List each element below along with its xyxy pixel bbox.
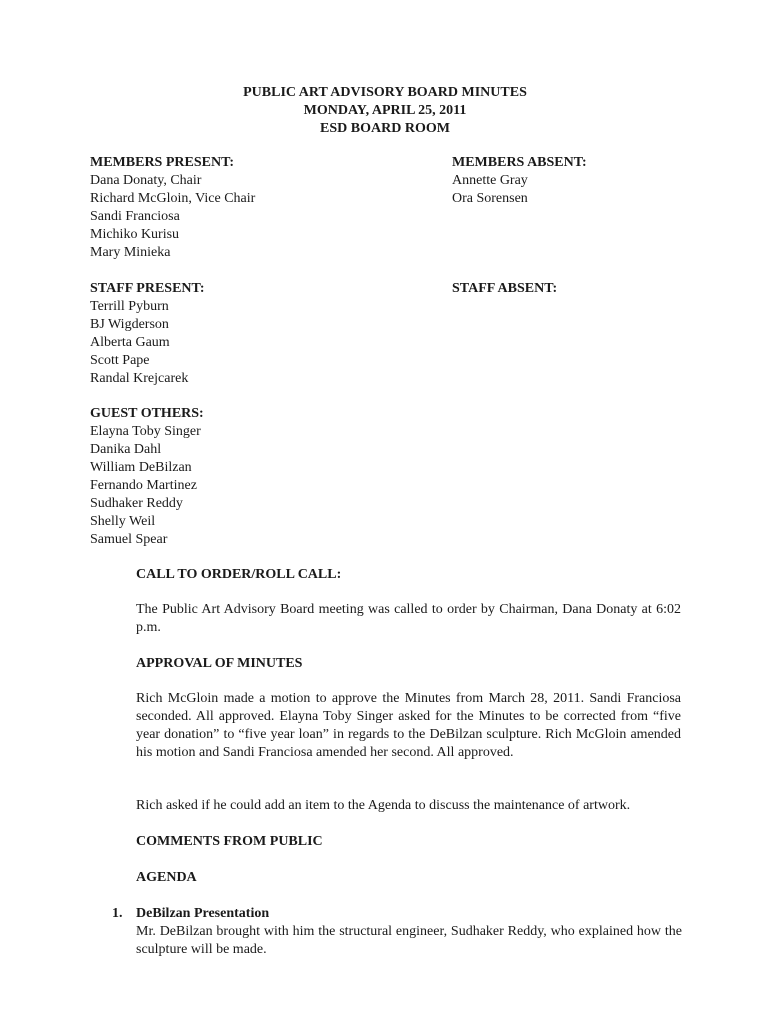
list-item: Fernando Martinez [90,478,197,493]
comments-heading: COMMENTS FROM PUBLIC [136,834,323,849]
list-item: Alberta Gaum [90,335,170,350]
agenda-item-title: DeBilzan Presentation [136,906,270,921]
agenda-heading: AGENDA [136,870,197,885]
list-item: Samuel Spear [90,532,168,547]
list-item: Michiko Kurisu [90,227,180,242]
members-absent-heading: MEMBERS ABSENT: [452,155,587,170]
approval-body [136,690,681,762]
header-location: ESD BOARD ROOM [320,121,450,136]
list-item: Richard McGloin, Vice Chair [90,191,256,206]
call-to-order-text: The Public Art Advisory Board meeting was called to order by Chairman, Dana Donaty at 6:02 p.m. [136,602,681,635]
members-absent-section [452,154,712,208]
staff-absent-section [452,280,712,298]
list-item: Scott Pape [90,353,150,368]
agenda-item [112,905,682,959]
comments-section [136,833,681,851]
list-item: Sudhaker Reddy [90,496,183,511]
list-item: BJ Wigderson [90,317,169,332]
call-to-order-body [136,601,681,637]
guests-section [90,405,420,549]
guests-list [90,423,420,549]
list-item: Randal Krejcarek [90,371,189,386]
header-date: MONDAY, APRIL 25, 2011 [303,103,467,118]
list-item: Terrill Pyburn [90,299,169,314]
staff-absent-heading: STAFF ABSENT: [452,281,558,296]
approval-text-2: Rich asked if he could add an item to the Agenda to discuss the maintenance of artwork. [136,798,631,813]
staff-present-section [90,280,420,388]
approval-body-2 [136,797,681,815]
document-header [0,84,770,138]
approval-text: Rich McGloin made a motion to approve the Minutes from March 28, 2011. Sandi Franciosa seconded. All approved. Elayna Toby Singer asked for the Minutes to be corrected from “five year donation” to “five year loan” in regards to the DeBilzan sculpture. Rich McGloin amended his motion and Sandi Franciosa amended her second. All approved. [136,691,681,760]
staff-present-list [90,298,420,388]
call-to-order-section [136,566,681,584]
agenda-item-text: Mr. DeBilzan brought with him the structural engineer, Sudhaker Reddy, who explained how the sculpture will be made. [136,924,682,957]
list-item: Shelly Weil [90,514,156,529]
list-item: Dana Donaty, Chair [90,173,202,188]
call-to-order-heading: CALL TO ORDER/ROLL CALL: [136,567,342,582]
approval-section [136,655,681,673]
members-present-list [90,172,420,262]
list-item: Danika Dahl [90,442,162,457]
list-item: William DeBilzan [90,460,192,475]
list-item: Ora Sorensen [452,191,528,206]
agenda-section [136,869,681,887]
staff-present-heading: STAFF PRESENT: [90,281,205,296]
list-item: Mary Minieka [90,245,171,260]
agenda-item-number: 1. [112,906,123,921]
guests-heading: GUEST OTHERS: [90,406,204,421]
list-item: Sandi Franciosa [90,209,180,224]
members-present-heading: MEMBERS PRESENT: [90,155,235,170]
members-present-section [90,154,420,262]
list-item: Annette Gray [452,173,528,188]
header-title: PUBLIC ART ADVISORY BOARD MINUTES [243,85,527,100]
members-absent-list [452,172,712,208]
approval-heading: APPROVAL OF MINUTES [136,656,303,671]
list-item: Elayna Toby Singer [90,424,201,439]
